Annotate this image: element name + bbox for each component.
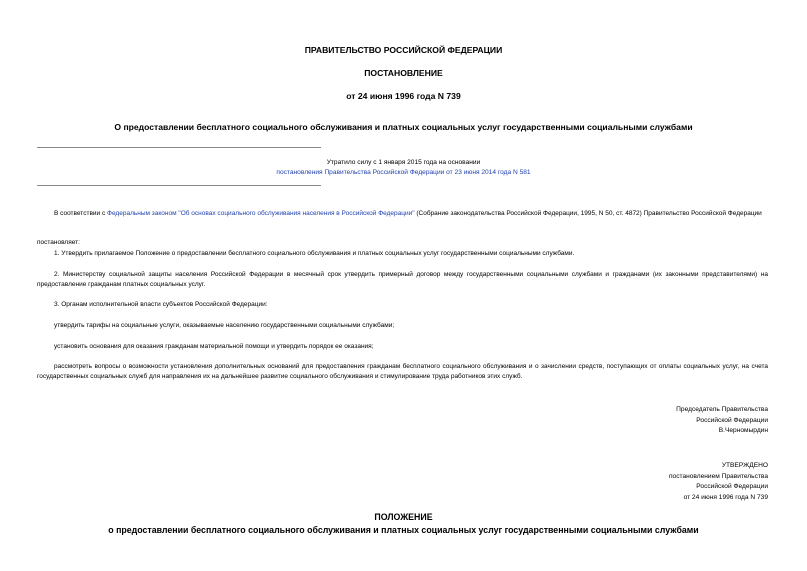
item-3-aid-paragraph: установить основания для оказания гражданам материальной помощи и утвердить порядок ее оказания;: [54, 343, 374, 350]
document-type-heading: ПОСТАНОВЛЕНИЕ: [364, 68, 443, 78]
item-2-paragraph: 2. Министерству социальной защиты населения Российской Федерации в месячный срок утвердить примерный договор между государственными социальными службами и гражданами (их законными представителями) на предоставление гражданам платных социальных услуг.: [37, 271, 768, 288]
item-3-tariffs-paragraph: утвердить тарифы на социальные услуги, оказываемые населению государственными социальными службами;: [54, 322, 395, 329]
signature-country: Российской Федерации: [696, 416, 768, 424]
signature-name: В.Черномырдин: [718, 427, 768, 434]
approval-date: от 24 июня 1996 года N 739: [683, 493, 768, 501]
bottom-divider: [37, 185, 321, 186]
item-3-consider-paragraph: рассмотреть вопросы о возможности установления дополнительных оснований для предоставления гражданам бесплатного социального обслуживания и о зачислении средств, поступающих от оплаты социальных услуг, на счета государственных социальных служб для направления их на дальнейшее развитие социального обслуживания и стимулирование труда работников этих служб.: [37, 363, 768, 380]
approval-decree: постановлением Правительства: [668, 472, 768, 480]
regulation-title: ПОЛОЖЕНИЕ: [374, 512, 433, 522]
government-heading: ПРАВИТЕЛЬСТВО РОССИЙСКОЙ ФЕДЕРАЦИИ: [304, 45, 503, 55]
signature-position: Председатель Правительства: [676, 406, 768, 413]
item-1-paragraph: 1. Утвердить прилагаемое Положение о предоставлении бесплатного социального обслуживания и платных социальных услуг государственными социальными службами.: [54, 250, 575, 257]
resolves-paragraph: постановляет:: [37, 239, 80, 246]
approval-block: [669, 461, 768, 503]
federal-law-link[interactable]: Федеральным законом "Об основах социального обслуживания населения в Российской Федерации": [107, 210, 415, 217]
regulation-subtitle: о предоставлении бесплатного социального обслуживания и платных социальных услуг государственными социальными службами: [108, 525, 699, 535]
document-date-number: от 24 июня 1996 года N 739: [346, 91, 461, 101]
preamble-text-start: В соответствии с: [54, 210, 108, 217]
approval-label: УТВЕРЖДЕНО: [721, 462, 768, 469]
signature-block: [676, 405, 768, 437]
top-divider: [37, 147, 321, 148]
item-3-paragraph: 3. Органам исполнительной власти субъектов Российской Федерации:: [54, 301, 268, 308]
status-note-line: Утратило силу с 1 января 2015 года на основании: [326, 159, 481, 166]
approval-country: Российской Федерации: [696, 483, 768, 490]
preamble-text-end: (Собрание законодательства Российской Федерации, 1995, N 50, ст. 4872) Правительство Российской Федерации: [414, 210, 762, 217]
repeal-decree-link[interactable]: постановления Правительства Российской Федерации от 23 июня 2014 года N 581: [276, 169, 531, 176]
preamble-paragraph: [37, 209, 768, 219]
document-title: О предоставлении бесплатного социального обслуживания и платных социальных услуг государственными социальными службами: [114, 122, 693, 132]
